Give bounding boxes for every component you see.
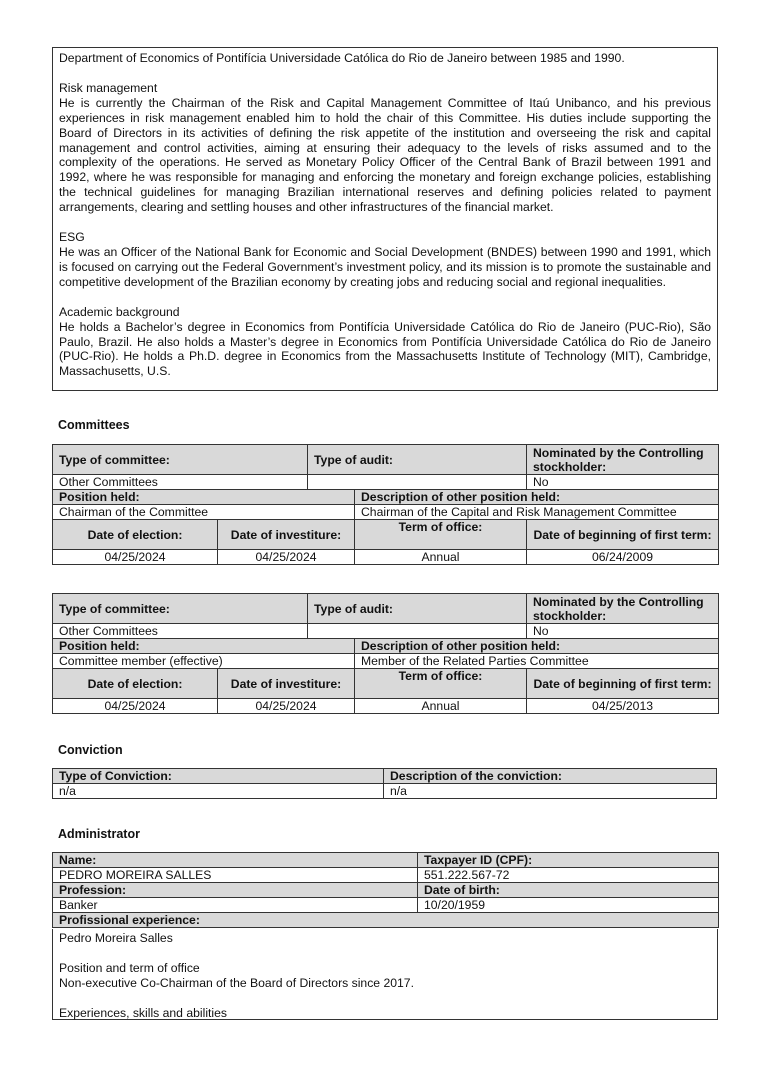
administrator-title: Administrator <box>58 827 140 841</box>
value-date-beginning: 06/24/2009 <box>527 550 719 565</box>
value-date-beginning: 04/25/2013 <box>527 699 719 714</box>
value-type-of-audit <box>308 475 527 490</box>
conviction-table <box>52 768 717 799</box>
value-date-investiture: 04/25/2024 <box>218 550 355 565</box>
value-type-of-committee: Other Committees <box>53 624 308 639</box>
label-date-investiture: Date of investiture: <box>218 669 355 699</box>
position-text: Non-executive Co-Chairman of the Board of Directors since 2017. <box>59 975 414 990</box>
value-profession: Banker <box>53 898 418 913</box>
conviction-title: Conviction <box>58 743 123 757</box>
label-description-other: Description of other position held: <box>355 490 719 505</box>
bio-section-esg <box>59 230 711 290</box>
label-date-beginning: Date of beginning of first term: <box>527 520 719 550</box>
value-nominated: No <box>527 475 719 490</box>
bio-text-academic: He holds a Bachelor’s degree in Economics from Pontifícia Universidade Católica do Rio de Janeiro (PUC-Rio), São Paulo, Brazil. He also holds a Master’s degree in Economics from Pontifícia Universidade Católica do Rio de Janeiro (PUC-Rio). He holds a Ph.D. degree in Economics from the Massachusetts Institute of Technology (MIT), Cambridge, Massachusetts, U.S. <box>59 319 711 379</box>
skills-heading: Experiences, skills and abilities <box>59 1005 227 1020</box>
value-position-held: Committee member (effective) <box>53 654 355 669</box>
bio-text-esg: He was an Officer of the National Bank for Economic and Social Development (BNDES) between 1990 and 1991, which is focused on carrying out the Federal Government’s investment policy, and its mission is to promote the sustainable and competitive development of the Brazilian economy by creating jobs and reducing social and regional inequalities. <box>59 244 711 289</box>
value-date-election: 04/25/2024 <box>53 699 218 714</box>
value-term-of-office: Annual <box>355 699 527 714</box>
committees-title: Committees <box>58 418 130 432</box>
value-date-election: 04/25/2024 <box>53 550 218 565</box>
value-description-conviction: n/a <box>384 784 717 799</box>
biography-box <box>52 47 718 391</box>
value-type-of-conviction: n/a <box>53 784 384 799</box>
label-term-of-office: Term of office: <box>355 669 527 699</box>
bio-heading-esg: ESG <box>59 230 85 245</box>
label-type-of-conviction: Type of Conviction: <box>53 769 384 784</box>
position-heading: Position and term of office <box>59 960 200 975</box>
value-description-other: Member of the Related Parties Committee <box>355 654 719 669</box>
label-type-of-audit: Type of audit: <box>308 445 527 475</box>
committee-table-2 <box>52 593 719 714</box>
label-position-held: Position held: <box>53 639 355 654</box>
experience-position <box>59 961 711 991</box>
label-professional-experience: Profissional experience: <box>53 913 719 928</box>
bio-heading-risk: Risk management <box>59 80 158 95</box>
label-date-election: Date of election: <box>53 520 218 550</box>
bio-text-risk: He is currently the Chairman of the Risk and Capital Management Committee of Itaú Unibanco, and his previous experiences in risk management enabled him to hold the chair of this Committee. His duties include supporting the Board of Directors in its activities of defining the risk appetite of the institution and overseeing the risk and capital management and control activities, aiming at ensuring their adequacy to the levels of risks assumed and to the complexity of the operations. He served as Monetary Policy Officer of the Central Bank of Brazil between 1991 and 1992, where he was responsible for managing and enforcing the monetary and foreign exchange policies, establishing the technical guidelines for managing Brazilian international reserves and defining policies related to payment arrangements, clearing and settling houses and other infrastructures of the financial market. <box>59 95 711 215</box>
bio-heading-academic: Academic background <box>59 304 180 319</box>
value-taxpayer-id: 551.222.567-72 <box>418 868 719 883</box>
label-date-of-birth: Date of birth: <box>418 883 719 898</box>
label-position-held: Position held: <box>53 490 355 505</box>
bio-section-academic <box>59 305 711 380</box>
label-type-of-audit: Type of audit: <box>308 594 527 624</box>
value-name: PEDRO MOREIRA SALLES <box>53 868 418 883</box>
value-type-of-committee: Other Committees <box>53 475 308 490</box>
label-nominated: Nominated by the Controlling stockholder: <box>527 594 719 624</box>
label-nominated: Nominated by the Controlling stockholder: <box>527 445 719 475</box>
label-description-other: Description of other position held: <box>355 639 719 654</box>
label-date-beginning: Date of beginning of first term: <box>527 669 719 699</box>
value-date-investiture: 04/25/2024 <box>218 699 355 714</box>
value-term-of-office: Annual <box>355 550 527 565</box>
label-type-of-committee: Type of committee: <box>53 445 308 475</box>
administrator-table <box>52 852 719 928</box>
label-type-of-committee: Type of committee: <box>53 594 308 624</box>
label-term-of-office: Term of office: <box>355 520 527 550</box>
label-name: Name: <box>53 853 418 868</box>
value-description-other: Chairman of the Capital and Risk Management Committee <box>355 505 719 520</box>
committee-table-1 <box>52 444 719 565</box>
bio-intro: Department of Economics of Pontifícia Universidade Católica do Rio de Janeiro between 1985 and 1990. <box>59 51 625 65</box>
label-date-investiture: Date of investiture: <box>218 520 355 550</box>
bio-section-risk <box>59 81 711 215</box>
value-nominated: No <box>527 624 719 639</box>
value-date-of-birth: 10/20/1959 <box>418 898 719 913</box>
label-profession: Profession: <box>53 883 418 898</box>
value-position-held: Chairman of the Committee <box>53 505 355 520</box>
label-taxpayer-id: Taxpayer ID (CPF): <box>418 853 719 868</box>
label-date-election: Date of election: <box>53 669 218 699</box>
label-description-conviction: Description of the conviction: <box>384 769 717 784</box>
experience-name: Pedro Moreira Salles <box>59 931 173 945</box>
value-type-of-audit <box>308 624 527 639</box>
professional-experience-box <box>52 929 718 1020</box>
